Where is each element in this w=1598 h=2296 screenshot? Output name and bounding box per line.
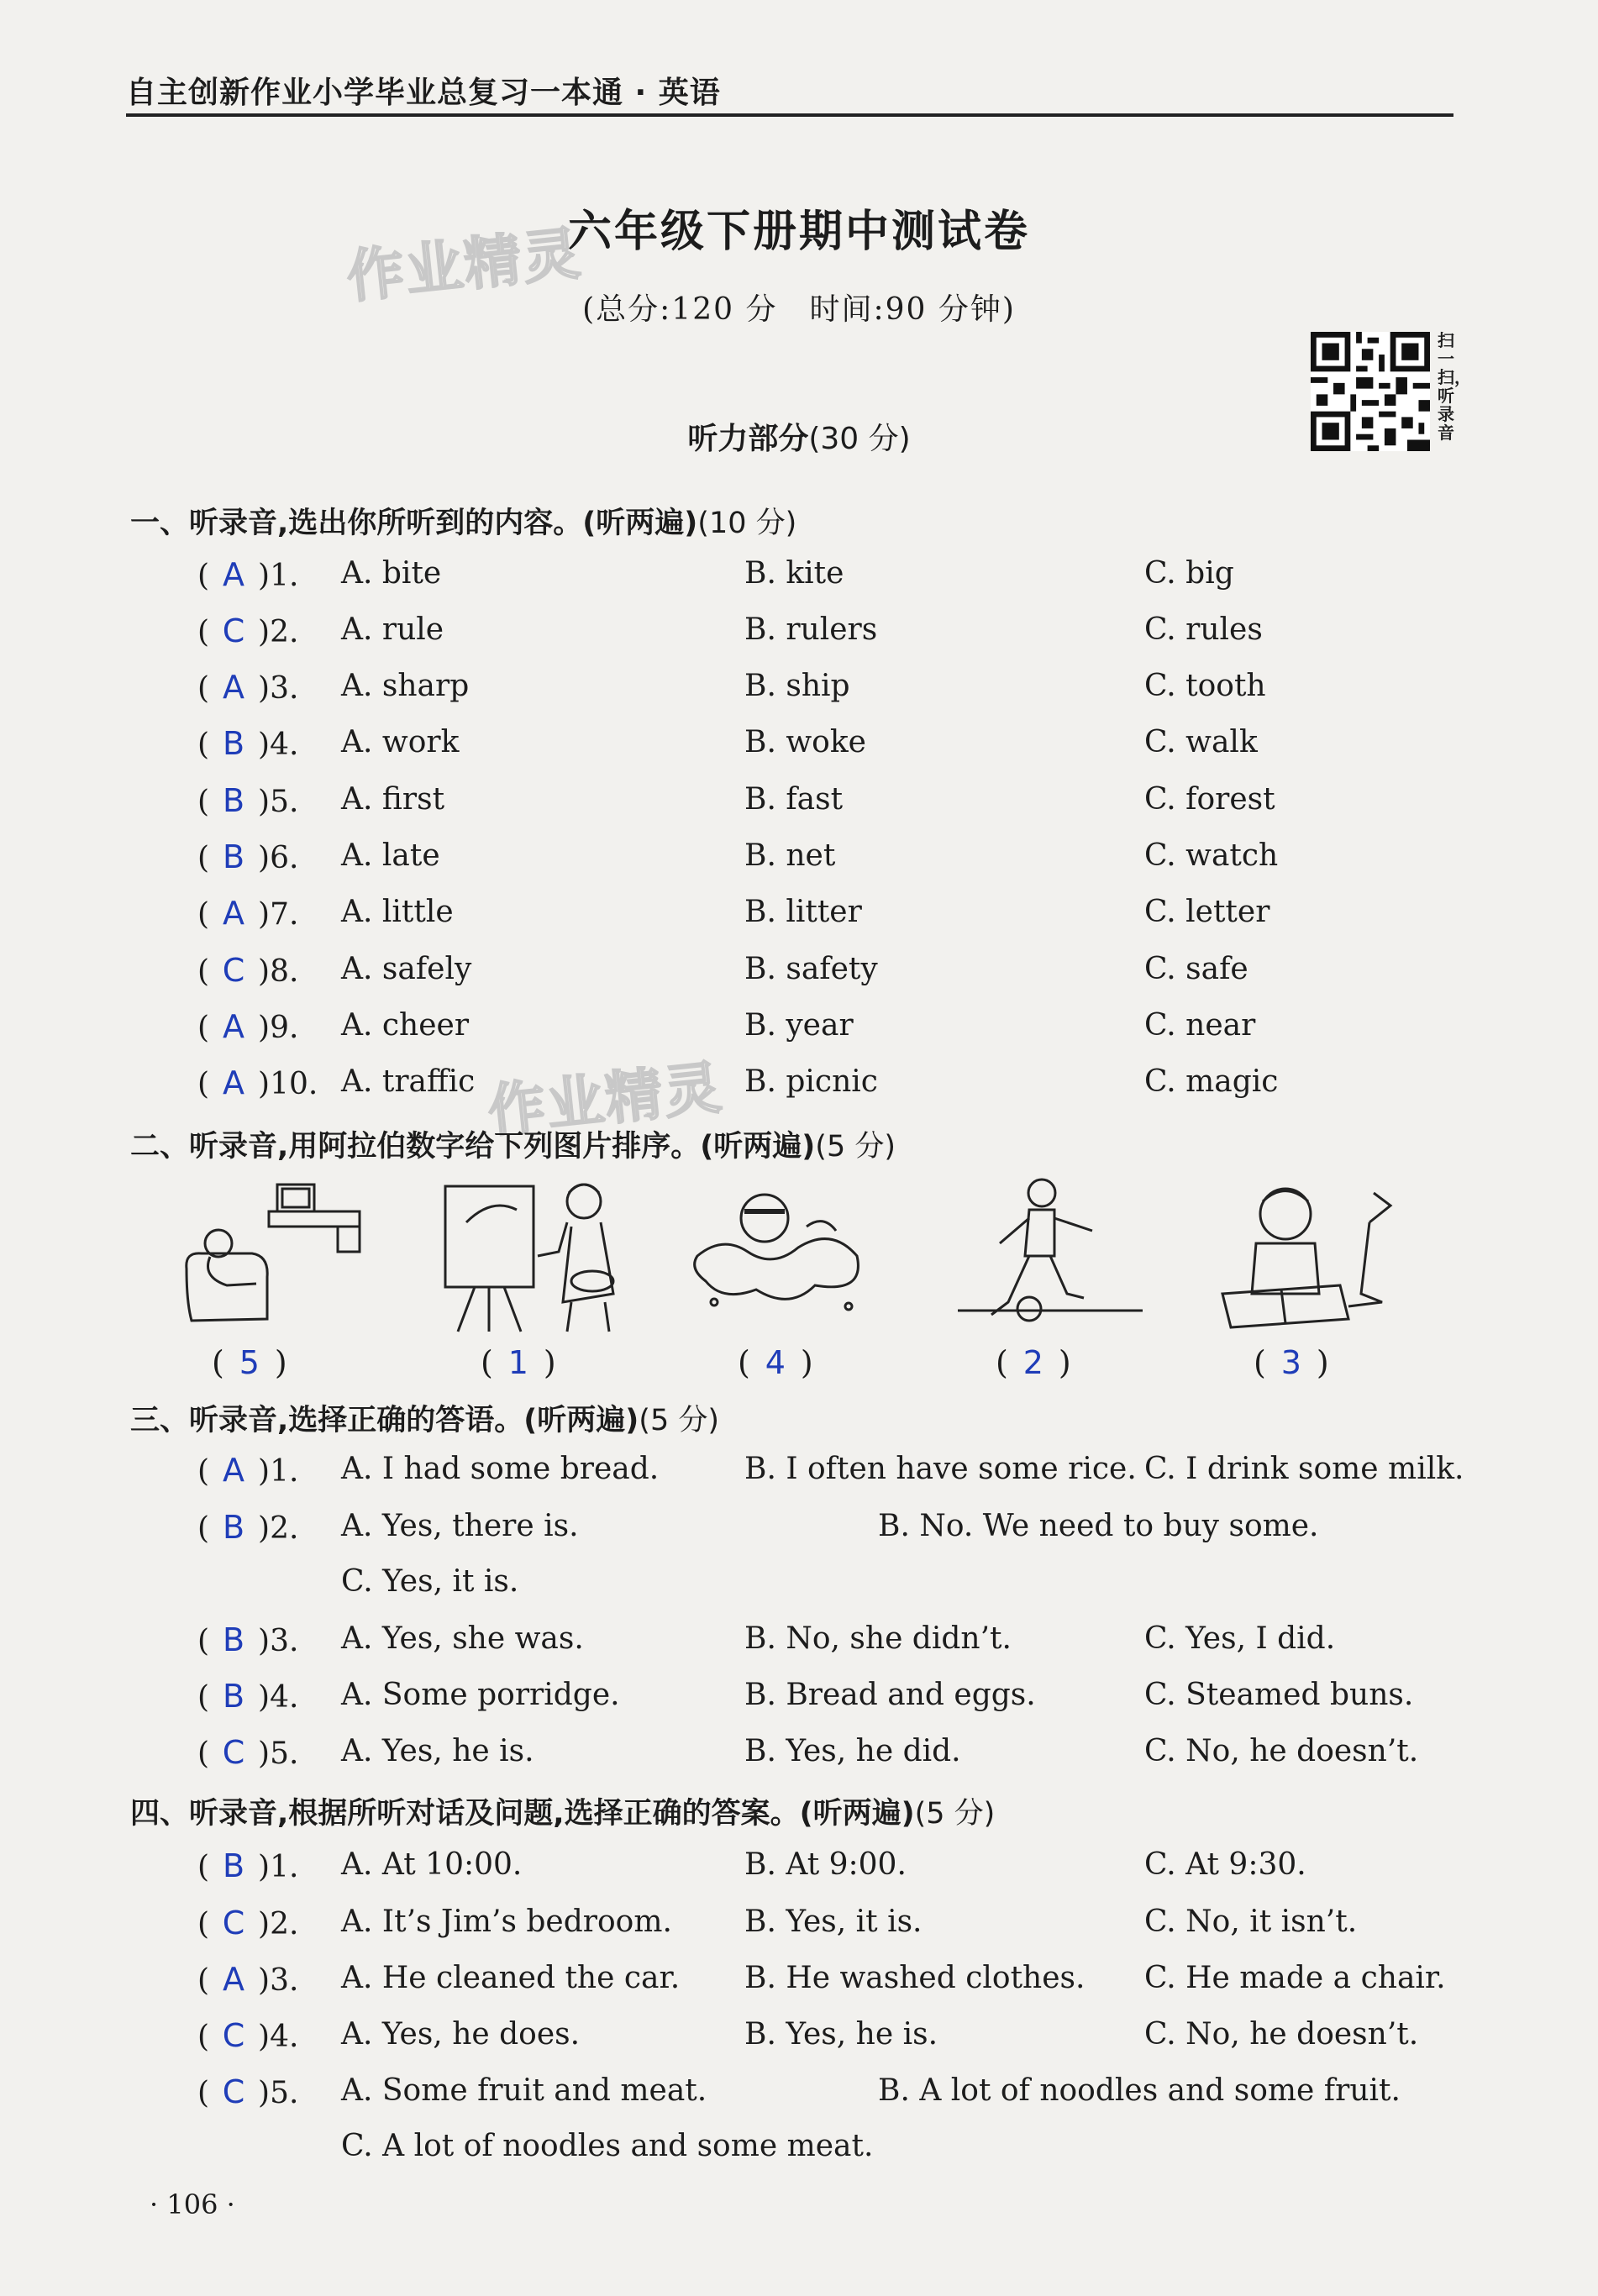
option-c: C. forest [1144,782,1275,817]
question-row [0,1452,1598,1502]
option-a: A. He cleaned the car. [341,1961,681,1995]
answer-letter: A [223,1452,245,1489]
question-row [0,1847,1598,1898]
page-subtitle: (总分:120 分 时间:90 分钟) [582,292,1016,327]
option-c: C. No, he doesn’t. [1144,2017,1419,2052]
question-index: 4. [270,2020,299,2054]
answer-letter: A [223,1008,245,1045]
option-c: C. big [1144,556,1234,591]
part2-points: (5 分) [815,1130,896,1164]
option-b: B. At 9:00. [744,1847,907,1882]
answer-letter: B [223,1678,245,1715]
header-rule [126,113,1453,117]
part4-points: (5 分) [914,1797,996,1831]
question-row [0,2017,1598,2067]
question-index: 5. [270,2076,299,2110]
answer-letter: C [222,612,245,649]
question-index: 1. [270,559,299,593]
question-row [0,1064,1598,1115]
question-number: ( C )8. [197,952,299,989]
question-index: 2. [270,1511,299,1546]
picture-order-number: 1 [507,1344,528,1381]
question-row [0,2073,1598,2124]
part1-heading-text: 一、听录音,选出你所听到的内容。(听两遍) [130,507,698,540]
question-number: ( A )1. [197,556,299,593]
option-a: A. Some porridge. [341,1678,620,1712]
section-title-label: 听力部分 [687,422,809,456]
option-c: C. Steamed buns. [1144,1678,1414,1712]
option-a: A. Yes, he is. [341,1734,534,1768]
option-b: B. Yes, it is. [744,1905,923,1939]
option-a: A. bite [341,556,442,591]
option-b: B. ship [744,669,850,703]
option-c: C. near [1144,1008,1256,1043]
question-row [0,1734,1598,1784]
section-title [0,415,1598,458]
answer-letter: A [223,1064,245,1101]
watching-tv-picture [176,1176,370,1336]
picture-order-number: 2 [1022,1344,1043,1381]
question-number: ( A )3. [197,1961,299,1998]
answer-letter: C [222,1905,245,1941]
option-b: B. safety [744,952,878,986]
answer-letter: C [222,1734,245,1771]
picture-order-answer: ( 3 ) [1254,1344,1329,1381]
question-row [0,1008,1598,1059]
part3-points: (5 分) [639,1404,720,1437]
question-number: ( B )1. [197,1847,299,1884]
option-a: A. traffic [341,1064,476,1099]
answer-letter: A [223,1961,245,1998]
question-row [0,1961,1598,2011]
question-number: ( A )7. [197,895,299,932]
part4-heading [130,1790,995,1832]
option-b: B. No. We need to buy some. [878,1509,1319,1543]
option-b: B. Yes, he did. [744,1734,961,1768]
question-index: 3. [270,1963,299,1998]
question-number: ( A )1. [197,1452,299,1489]
answer-letter: A [223,556,245,593]
question-row [0,725,1598,775]
watermark-middle: 作业精灵 [485,1054,727,1146]
option-c: C. watch [1144,838,1279,873]
question-index: 4. [270,728,299,762]
option-a: A. cheer [341,1008,470,1043]
answer-letter: C [222,952,245,989]
answer-letter: B [223,1509,245,1546]
question-row [0,1678,1598,1728]
option-a: A. I had some bread. [341,1452,660,1486]
question-index: 9. [270,1011,299,1045]
question-row [0,895,1598,945]
question-index: 8. [270,954,299,989]
option-b: B. fast [744,782,844,817]
question-number: ( C )4. [197,2017,299,2054]
option-a: A. sharp [341,669,470,703]
question-index: 3. [270,671,299,706]
option-b: B. Bread and eggs. [744,1678,1036,1712]
page-title: 六年级下册期中测试卷 [567,207,1030,257]
option-c: C. magic [1144,1064,1279,1099]
qr-caption: 扫一扫，听录音 [1438,330,1471,443]
question-number: ( A )10. [197,1064,318,1101]
picture-order-answer: ( 1 ) [481,1344,556,1381]
section-title-points: (30 分) [808,422,911,456]
question-number: ( C )5. [197,2073,299,2110]
answer-letter: B [223,725,245,762]
question-row [0,782,1598,833]
option-c: C. At 9:30. [1144,1847,1306,1882]
answer-letter: B [223,1621,245,1658]
part4-heading-text: 四、听录音,根据所听对话及问题,选择正确的答案。(听两遍) [130,1797,915,1831]
question-number: ( B )4. [197,725,299,762]
option-b: B. I often have some rice. [744,1452,1137,1486]
painting-picture [433,1176,626,1336]
option-b: B. year [744,1008,854,1043]
question-index: 2. [270,615,299,649]
option-b: B. woke [744,725,866,759]
question-row [0,1509,1598,1559]
question-row [0,1905,1598,1955]
answer-letter: B [223,838,245,875]
option-a: A. Yes, he does. [341,2017,581,2052]
option-a: A. rule [341,612,444,647]
part3-heading-text: 三、听录音,选择正确的答语。(听两遍) [130,1404,639,1437]
question-number: ( B )4. [197,1678,299,1715]
question-index: 10. [270,1067,318,1101]
answer-letter: A [223,895,245,932]
option-a: A. It’s Jim’s bedroom. [341,1905,672,1939]
question-row [0,1621,1598,1672]
option-c: C. Yes, I did. [1144,1621,1336,1656]
option-b: B. No, she didn’t. [744,1621,1012,1656]
question-number: ( B )6. [197,838,299,875]
question-number: ( B )3. [197,1621,299,1658]
question-index: 6. [270,841,299,875]
option-a: A. late [341,838,440,873]
question-number: ( C )2. [197,1905,299,1941]
option-c: C. rules [1144,612,1263,647]
part2-heading [130,1123,896,1165]
question-index: 1. [270,1454,299,1489]
question-number: ( A )3. [197,669,299,706]
answer-letter: B [223,1847,245,1884]
option-b: B. litter [744,895,862,929]
picture-order-answer: ( 4 ) [738,1344,813,1381]
question-row [0,669,1598,719]
question-number: ( B )2. [197,1509,299,1546]
question-number: ( C )5. [197,1734,299,1771]
option-c: C. Yes, it is. [341,1564,519,1599]
option-b: B. kite [744,556,844,591]
option-a: A. Yes, there is. [341,1509,579,1543]
question-index: 7. [270,897,299,932]
picture-order-number: 3 [1280,1344,1301,1381]
picture-order-answer: ( 2 ) [996,1344,1071,1381]
picture-order-number: 5 [239,1344,260,1381]
question-row [0,838,1598,889]
option-b: B. Yes, he is. [744,2017,938,2052]
option-a: A. safely [341,952,472,986]
question-number: ( B )5. [197,782,299,819]
option-a: A. first [341,782,445,817]
reading-book-picture [1206,1176,1399,1336]
option-a: A. Some fruit and meat. [341,2073,707,2108]
option-b: B. picnic [744,1064,878,1099]
option-c: C. I drink some milk. [1144,1452,1464,1486]
book-header: 自主创新作业小学毕业总复习一本通 · 英语 [126,76,721,110]
swimming-picture [689,1176,882,1336]
question-index: 5. [270,785,299,819]
option-c: C. tooth [1144,669,1266,703]
question-index: 4. [270,1680,299,1715]
answer-letter: C [222,2073,245,2110]
question-index: 5. [270,1736,299,1771]
playing-football-picture [949,1176,1143,1336]
question-row [0,556,1598,607]
option-b: B. A lot of noodles and some fruit. [878,2073,1401,2108]
question-number: ( A )9. [197,1008,299,1045]
part1-heading [130,500,796,542]
option-a: A. At 10:00. [341,1847,523,1882]
option-a: A. little [341,895,454,929]
option-b: B. rulers [744,612,878,647]
option-a: A. Yes, she was. [341,1621,584,1656]
option-b: B. net [744,838,836,873]
option-c: C. letter [1144,895,1270,929]
option-c: C. He made a chair. [1144,1961,1446,1995]
question-number: ( C )2. [197,612,299,649]
answer-letter: A [223,669,245,706]
question-row [0,612,1598,663]
answer-letter: C [222,2017,245,2054]
option-c: C. walk [1144,725,1258,759]
question-index: 1. [270,1850,299,1884]
picture-order-answer: ( 5 ) [212,1344,287,1381]
watermark-top: 作业精灵 [344,220,586,312]
question-index: 3. [270,1624,299,1658]
option-c: C. safe [1144,952,1248,986]
question-index: 2. [270,1907,299,1941]
option-c: C. No, he doesn’t. [1144,1734,1419,1768]
answer-letter: B [223,782,245,819]
page-number: · 106 · [150,2188,235,2220]
part1-points: (10 分) [697,507,797,540]
part3-heading [130,1397,719,1439]
picture-order-number: 4 [765,1344,786,1381]
question-row [0,952,1598,1002]
option-b: B. He washed clothes. [744,1961,1085,1995]
option-a: A. work [341,725,460,759]
option-c: C. No, it isn’t. [1144,1905,1358,1939]
part2-heading-text: 二、听录音,用阿拉伯数字给下列图片排序。(听两遍) [130,1130,816,1164]
option-c: C. A lot of noodles and some meat. [341,2129,874,2163]
